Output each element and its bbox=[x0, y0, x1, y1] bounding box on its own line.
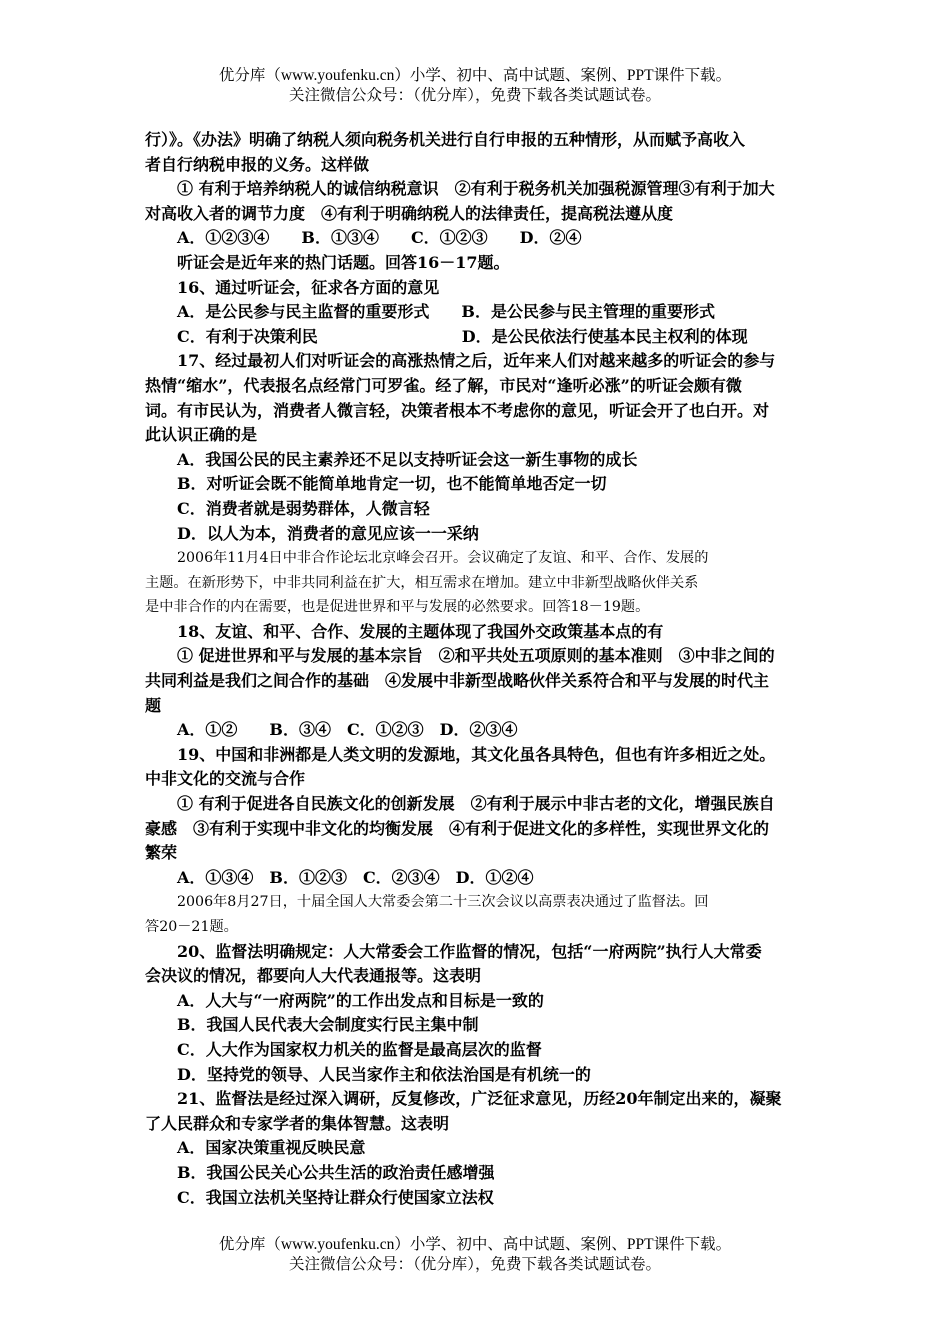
text-line: 中非文化的交流与合作 bbox=[145, 769, 306, 789]
question-16: 16、通过听证会，征求各方面的意见 bbox=[177, 277, 440, 297]
text-line: 题 bbox=[145, 695, 162, 715]
question-20: 20、监督法明确规定：人大常委会工作监督的情况，包括“一府两院”执行人大常委 bbox=[177, 941, 762, 961]
text-line: 对高收入者的调节力度 ④有利于明确纳税人的法律责任，提高税法遵从度 bbox=[145, 203, 674, 223]
answer-options: A．①②③④ B．①③④ C．①②③ D．②④ bbox=[177, 228, 582, 248]
material-line: 主题。在新形势下，中非共同利益在扩大，相互需求在增加。建立中非新型战略伙伴关系 bbox=[145, 574, 699, 591]
answer-option: D．以人为本，消费者的意见应该一一采纳 bbox=[177, 523, 479, 543]
page-footer bbox=[0, 1235, 950, 1275]
answer-options: C．有利于决策利民 D．是公民依法行使基本民主权利的体现 bbox=[177, 326, 748, 346]
text-line: 热情“缩水”，代表报名点经常门可罗雀。经了解，市民对“逢听必涨”的听证会颇有微 bbox=[145, 375, 742, 395]
text-line: 听证会是近年来的热门话题。回答16－17题。 bbox=[177, 252, 510, 272]
answer-option: A．国家决策重视反映民意 bbox=[177, 1138, 366, 1158]
text-line: 会决议的情况，都要向人大代表通报等。这表明 bbox=[145, 966, 482, 986]
footer-line-2: 关注微信公众号：（优分库），免费下载各类试题试卷。 bbox=[288, 1256, 661, 1273]
answer-options: A．是公民参与民主监督的重要形式 B．是公民参与民主管理的重要形式 bbox=[177, 302, 715, 322]
text-line: ① 有利于培养纳税人的诚信纳税意识 ②有利于税务机关加强税源管理③有利于加大 bbox=[177, 179, 775, 199]
page-header bbox=[0, 66, 950, 106]
text-line: ① 促进世界和平与发展的基本宗旨 ②和平共处五项原则的基本准则 ③中非之间的 bbox=[177, 646, 775, 666]
answer-option: B．对听证会既不能简单地肯定一切，也不能简单地否定一切 bbox=[177, 474, 607, 494]
header-line-2: 关注微信公众号：（优分库），免费下载各类试题试卷。 bbox=[288, 87, 661, 104]
header-line-1: 优分库（www.youfenku.cn）小学、初中、高中试题、案例、PPT课件下载。 bbox=[218, 67, 732, 84]
answer-option: A．我国公民的民主素养还不足以支持听证会这一新生事物的成长 bbox=[177, 449, 638, 469]
text-line: 共同利益是我们之间合作的基础 ④发展中非新型战略伙伴关系符合和平与发展的时代主 bbox=[145, 671, 770, 691]
answer-option: B．我国公民关心公共生活的政治责任感增强 bbox=[177, 1162, 495, 1182]
document-body bbox=[145, 128, 808, 1210]
text-line: 繁荣 bbox=[145, 843, 178, 863]
answer-option: C．人大作为国家权力机关的监督是最高层次的监督 bbox=[177, 1039, 542, 1059]
text-line: 词。有市民认为，消费者人微言轻，决策者根本不考虑你的意见，听证会开了也白开。对 bbox=[145, 400, 770, 420]
answer-option: B．我国人民代表大会制度实行民主集中制 bbox=[177, 1015, 479, 1035]
text-line: 行）》。《办法》明确了纳税人须向税务机关进行自行申报的五种情形，从而赋予高收入 bbox=[145, 130, 746, 149]
text-line: 豪感 ③有利于实现中非文化的均衡发展 ④有利于促进文化的多样性，实现世界文化的 bbox=[145, 818, 770, 838]
answer-option: C．消费者就是弱势群体，人微言轻 bbox=[177, 498, 430, 518]
footer-line-1: 优分库（www.youfenku.cn）小学、初中、高中试题、案例、PPT课件下载。 bbox=[218, 1236, 732, 1253]
material-line: 2006年11月4日中非合作论坛北京峰会召开。会议确定了友谊、和平、合作、发展的 bbox=[177, 550, 709, 567]
question-19: 19、中国和非洲都是人类文明的发源地，其文化虽各具特色，但也有许多相近之处。 bbox=[177, 744, 776, 764]
answer-options: A．①② B．③④ C．①②③ D．②③④ bbox=[177, 720, 518, 740]
text-line: ① 有利于促进各自民族文化的创新发展 ②有利于展示中非古老的文化，增强民族自 bbox=[177, 794, 775, 814]
answer-option: A．人大与“一府两院”的工作出发点和目标是一致的 bbox=[177, 990, 544, 1010]
material-line: 2006年8月27日，十届全国人大常委会第二十三次会议以高票表决通过了监督法。回 bbox=[177, 894, 709, 911]
question-21: 21、监督法是经过深入调研，反复修改，广泛征求意见，历经20年制定出来的，凝聚 bbox=[177, 1089, 782, 1109]
material-line: 答20－21题。 bbox=[145, 919, 238, 935]
question-17: 17、经过最初人们对听证会的高涨热情之后，近年来人们对越来越多的听证会的参与 bbox=[177, 351, 776, 371]
text-line: 此认识正确的是 bbox=[145, 425, 258, 445]
answer-option: D．坚持党的领导、人民当家作主和依法治国是有机统一的 bbox=[177, 1064, 591, 1084]
text-line: 者自行纳税申报的义务。这样做 bbox=[145, 154, 370, 174]
question-18: 18、友谊、和平、合作、发展的主题体现了我国外交政策基本点的有 bbox=[177, 621, 664, 641]
answer-option: C．我国立法机关坚持让群众行使国家立法权 bbox=[177, 1187, 494, 1207]
material-line: 是中非合作的内在需要，也是促进世界和平与发展的必然要求。回答18－19题。 bbox=[145, 599, 650, 616]
text-line: 了人民群众和专家学者的集体智慧。这表明 bbox=[145, 1113, 450, 1133]
answer-options: A．①③④ B．①②③ C．②③④ D．①②④ bbox=[177, 867, 534, 887]
